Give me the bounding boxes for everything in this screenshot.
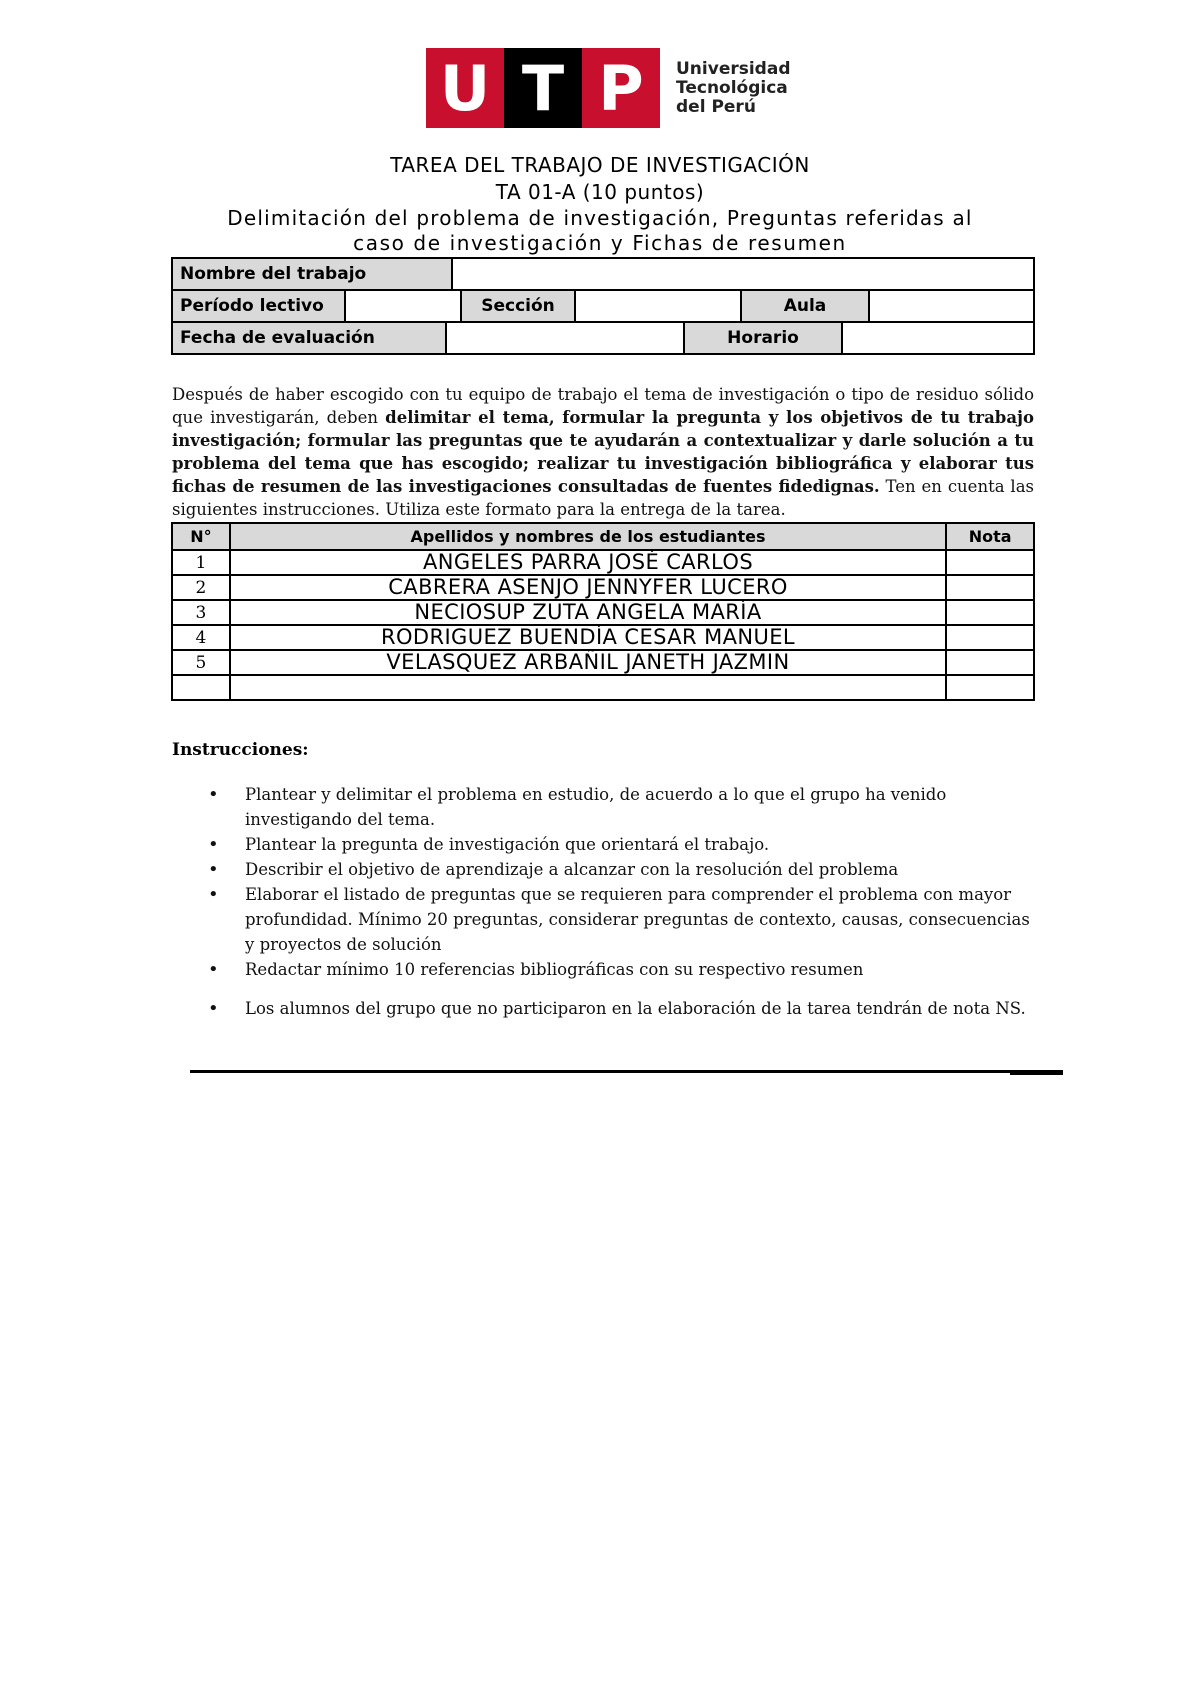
student-name[interactable] bbox=[230, 675, 946, 700]
document-title: TAREA DEL TRABAJO DE INVESTIGACIÓN bbox=[390, 153, 810, 177]
list-item bbox=[200, 782, 1036, 832]
periodo-label: Período lectivo bbox=[173, 291, 346, 321]
list-item bbox=[200, 957, 1036, 982]
table-row bbox=[172, 575, 1034, 600]
instruction-text: Plantear y delimitar el problema en estudio, de acuerdo a lo que el grupo ha venido investigando del tema. bbox=[245, 785, 947, 829]
aula-value[interactable] bbox=[870, 291, 1033, 321]
instructions-paragraph bbox=[172, 383, 1034, 521]
student-name: RODRIGUEZ BUENDÍA CESAR MANUEL bbox=[230, 625, 946, 650]
student-grade[interactable] bbox=[946, 575, 1034, 600]
student-grade[interactable] bbox=[946, 625, 1034, 650]
row-number: 3 bbox=[172, 600, 230, 625]
student-name: VELASQUEZ ARBAÑIL JANETH JAZMIN bbox=[230, 650, 946, 675]
bullet-icon: • bbox=[208, 784, 219, 805]
instruction-text: Plantear la pregunta de investigación que orientará el trabajo. bbox=[245, 835, 770, 854]
bullet-icon: • bbox=[208, 959, 219, 980]
list-item bbox=[200, 996, 1036, 1021]
row-number: 4 bbox=[172, 625, 230, 650]
info-row-nombre bbox=[173, 259, 1033, 291]
student-grade[interactable] bbox=[946, 550, 1034, 575]
student-name: NECIOSUP ZUTA ANGELA MARÍA bbox=[230, 600, 946, 625]
students-header-row bbox=[172, 523, 1034, 550]
header-grade: Nota bbox=[946, 523, 1034, 550]
table-row bbox=[172, 675, 1034, 700]
nombre-value[interactable] bbox=[453, 259, 1033, 289]
periodo-value[interactable] bbox=[346, 291, 462, 321]
bullet-icon: • bbox=[208, 884, 219, 905]
logo-mark bbox=[426, 48, 660, 128]
logo-line-3: del Perú bbox=[676, 96, 756, 117]
document-subtitle-line-2: caso de investigación y Fichas de resumen bbox=[353, 231, 847, 255]
instruction-text: Redactar mínimo 10 referencias bibliográficas con su respectivo resumen bbox=[245, 960, 864, 979]
instructions-heading: Instrucciones: bbox=[172, 740, 309, 760]
horizontal-divider bbox=[190, 1070, 1063, 1073]
info-row-periodo bbox=[173, 291, 1033, 323]
row-number: 1 bbox=[172, 550, 230, 575]
instruction-text: Elaborar el listado de preguntas que se requieren para comprender el problema con mayor profundidad. Mínimo 20 preguntas, considerar preguntas de contexto, causas, consecuencias y proyectos de solución bbox=[245, 885, 1030, 954]
logo-letter-t: T bbox=[504, 48, 582, 128]
document-title-block bbox=[150, 152, 1050, 256]
students-table bbox=[171, 522, 1035, 701]
row-number bbox=[172, 675, 230, 700]
horario-value[interactable] bbox=[843, 323, 1033, 353]
horizontal-divider-tail bbox=[1010, 1073, 1063, 1075]
fecha-label: Fecha de evaluación bbox=[173, 323, 447, 353]
header-no: N° bbox=[172, 523, 230, 550]
document-subtitle-line-1: Delimitación del problema de investigación, Preguntas referidas al bbox=[227, 206, 973, 230]
row-number: 5 bbox=[172, 650, 230, 675]
paragraph-bold: delimitar el tema, formular la pregunta y los objetivos de tu trabajo investigación; formular las preguntas que te ayudarán a contextualizar y darle solución a tu problema del tema que has escogido; realizar tu investigación bibliográfica y elaborar tus fichas de resumen de las investigaciones consultadas de fuentes fidedignas. bbox=[172, 408, 1034, 496]
logo-wordmark bbox=[676, 60, 790, 117]
fecha-value[interactable] bbox=[447, 323, 685, 353]
seccion-value[interactable] bbox=[576, 291, 742, 321]
bullet-icon: • bbox=[208, 859, 219, 880]
logo-letter-p: P bbox=[582, 48, 660, 128]
bullet-icon: • bbox=[208, 834, 219, 855]
student-name: ANGELES PARRA JOSÉ CARLOS bbox=[230, 550, 946, 575]
info-row-fecha bbox=[173, 323, 1033, 353]
table-row bbox=[172, 550, 1034, 575]
seccion-label: Sección bbox=[462, 291, 576, 321]
document-code: TA 01-A (10 puntos) bbox=[495, 180, 705, 204]
nombre-label: Nombre del trabajo bbox=[173, 259, 453, 289]
header-name: Apellidos y nombres de los estudiantes bbox=[230, 523, 946, 550]
list-item bbox=[200, 882, 1036, 957]
list-item bbox=[200, 832, 1036, 857]
row-number: 2 bbox=[172, 575, 230, 600]
instruction-text: Describir el objetivo de aprendizaje a alcanzar con la resolución del problema bbox=[245, 860, 899, 879]
horario-label: Horario bbox=[685, 323, 843, 353]
bullet-icon: • bbox=[208, 998, 219, 1019]
table-row bbox=[172, 650, 1034, 675]
table-row bbox=[172, 600, 1034, 625]
instructions-list bbox=[200, 782, 1036, 1021]
aula-label: Aula bbox=[742, 291, 870, 321]
student-grade[interactable] bbox=[946, 675, 1034, 700]
logo-letter-u: U bbox=[426, 48, 504, 128]
utp-logo bbox=[426, 48, 790, 128]
course-info-table bbox=[171, 257, 1035, 355]
paragraph-outro: Ten en cuenta las siguientes instrucciones. Utiliza este formato para la entrega de la tarea. bbox=[172, 477, 1035, 519]
paragraph-intro: Después de haber escogido con tu equipo de trabajo el tema de investigación o tipo de residuo sólido que investigarán, deben bbox=[172, 385, 1034, 427]
table-row bbox=[172, 625, 1034, 650]
logo-line-1: Universidad bbox=[676, 58, 791, 79]
student-grade[interactable] bbox=[946, 650, 1034, 675]
instruction-text: Los alumnos del grupo que no participaron en la elaboración de la tarea tendrán de nota NS. bbox=[245, 999, 1026, 1018]
logo-line-2: Tecnológica bbox=[676, 77, 788, 98]
student-grade[interactable] bbox=[946, 600, 1034, 625]
list-item bbox=[200, 857, 1036, 882]
student-name: CABRERA ASENJO JENNYFER LUCERO bbox=[230, 575, 946, 600]
